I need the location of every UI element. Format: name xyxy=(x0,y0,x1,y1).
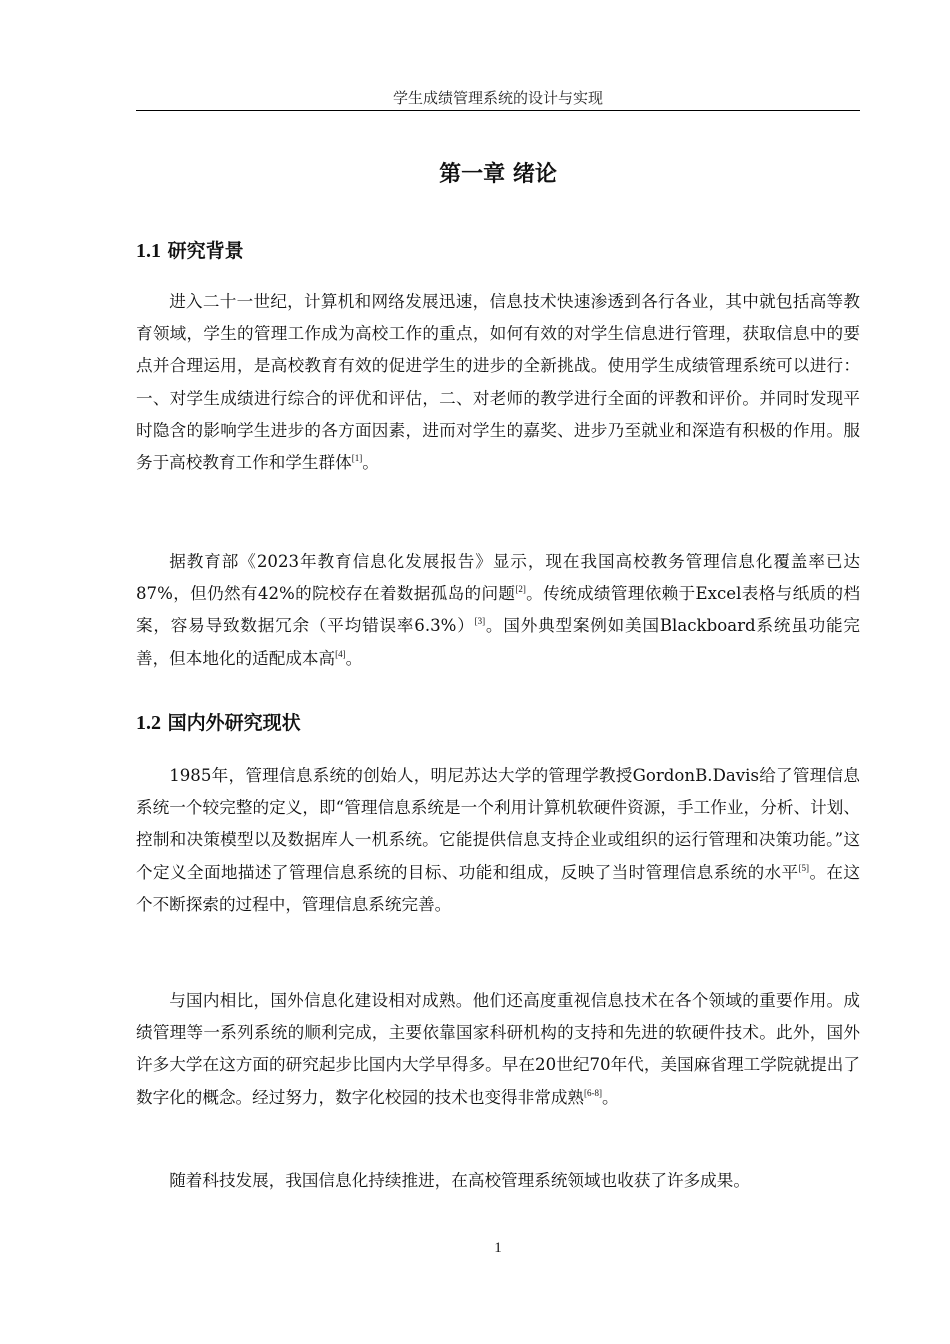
citation-ref: [5] xyxy=(798,862,810,873)
citation-ref: [3] xyxy=(474,616,486,627)
paragraph-tail: 。 xyxy=(345,648,363,668)
section-title-text: 国内外研究现状 xyxy=(167,712,301,734)
paragraph-status-2 xyxy=(136,985,860,1114)
section-number: 1.2 xyxy=(136,712,161,734)
paragraph-text: 据教育部《2023年教育信息化发展报告》显示，现在我国高校教务管理信息化覆盖率已达87%，但仍然有42%的院校存在着数据孤岛的问题 xyxy=(136,552,860,604)
paragraph-text: 。国外典型案例如美国Blackboard系统虽功能完善，但本地化的适配成本高 xyxy=(136,616,860,668)
citation-ref: [2] xyxy=(515,584,526,595)
paragraph-background-2 xyxy=(136,546,860,675)
section-heading-1-2 xyxy=(136,710,860,736)
header-rule xyxy=(136,110,860,111)
citation-ref: [4] xyxy=(335,648,346,659)
paragraph-text: 进入二十一世纪，计算机和网络发展迅速，信息技术快速渗透到各行各业，其中就包括高等教育领域，学生的管理工作成为高校工作的重点，如何有效的对学生信息进行管理，获取信息中的要点并合理运用，是高校教育有效的促进学生的进步的全新挑战。使用学生成绩管理系统可以进行：一、对学生成绩进行综合的评优和评估，二、对老师的教学进行全面的评教和评价。并同时发现平时隐含的影响学生进步的各方面因素，进而对学生的嘉奖、进步乃至就业和深造有积极的作用。服务于高校教育工作和学生群体 xyxy=(136,292,860,473)
section-number: 1.1 xyxy=(136,240,161,262)
paragraph-text: 。传统成绩管理依赖于Excel表格与纸质的档案，容易导致数据冗余（平均错误率6.3%） xyxy=(136,584,860,636)
paragraph-background-1 xyxy=(136,286,860,479)
paragraph-text: 1985年，管理信息系统的创始人，明尼苏达大学的管理学教授GordonB.Davis给了管理信息系统一个较完整的定义，即“管理信息系统是一个利用计算机软硬件资源，手工作业，分析、计划、控制和决策模型以及数据库人一机系统。它能提供信息支持企业或组织的运行管理和决策功能。”这个定义全面地描述了管理信息系统的目标、功能和组成，反映了当时管理信息系统的水平 xyxy=(136,766,860,882)
section-heading-1-1 xyxy=(136,238,860,264)
section-title-text: 研究背景 xyxy=(167,240,244,262)
paragraph-status-1 xyxy=(136,760,860,921)
paragraph-tail: 。 xyxy=(362,453,379,473)
page-number: 1 xyxy=(494,1240,502,1256)
paragraph-text: 随着科技发展，我国信息化持续推进，在高校管理系统领域也收获了许多成果。 xyxy=(169,1171,750,1190)
paragraph-text: 与国内相比，国外信息化建设相对成熟。他们还高度重视信息技术在各个领域的重要作用。成绩管理等一系列系统的顺利完成，主要依靠国家科研机构的支持和先进的软硬件技术。此外，国外许多大学在这方面的研究起步比国内大学早得多。早在20世纪70年代，美国麻省理工学院就提出了数字化的概念。经过努力，数字化校园的技术也变得非常成熟 xyxy=(136,991,860,1107)
paragraph-text: 。在这个不断探索的过程中，管理信息系统完善。 xyxy=(136,862,861,914)
chapter-title: 第一章 绪论 xyxy=(439,162,557,187)
citation-ref: [6-8] xyxy=(584,1087,603,1098)
paragraph-tail: 。 xyxy=(602,1087,619,1107)
paragraph-status-3 xyxy=(136,1165,860,1197)
citation-ref: [1] xyxy=(351,453,363,464)
running-header: 学生成绩管理系统的设计与实现 xyxy=(392,89,603,107)
